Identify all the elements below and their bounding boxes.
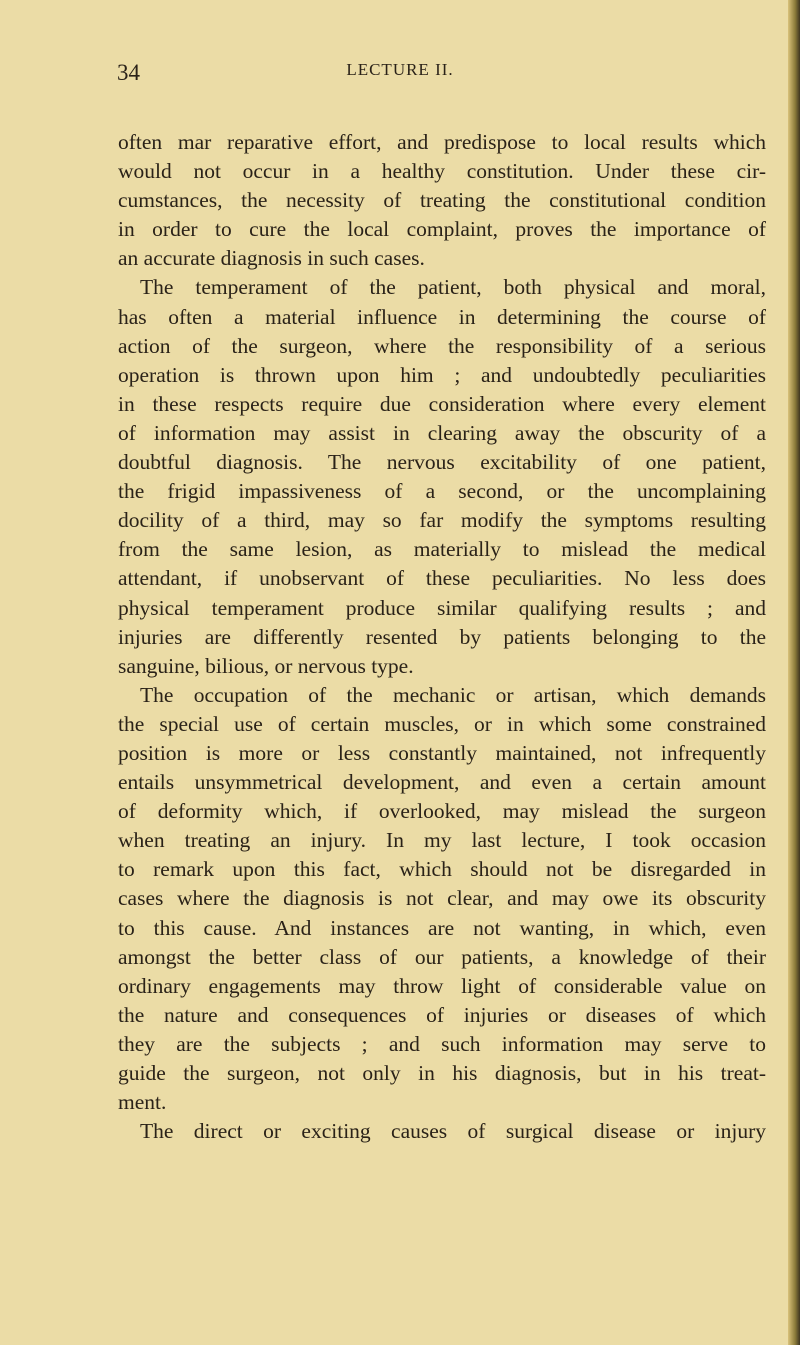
text-line: position is more or less constantly maintained, not infrequently [118,740,766,765]
text-line: docility of a third, may so far modify the symptoms resulting [118,508,766,533]
text-line: attendant, if unobservant of these peculiarities. No less does [118,566,766,591]
text-line: The direct or exciting causes of surgical disease or injury [140,1119,766,1144]
text-line: would not occur in a healthy constitution. Under these cir- [118,159,766,184]
text-line: The temperament of the patient, both physical and moral, [140,275,766,300]
text-line: injuries are differently resented by patients belonging to the [118,624,766,649]
text-line: amongst the better class of our patients, a knowledge of their [118,944,766,969]
running-title: LECTURE II. [346,60,454,79]
text-line: the frigid impassiveness of a second, or the uncomplaining [118,479,766,504]
text-line: often mar reparative effort, and predispose to local results which [118,130,766,154]
text-line: sanguine, bilious, or nervous type. [118,653,414,678]
page-number: 34 [117,60,140,85]
text-line: physical temperament produce similar qualifying results ; and [118,595,766,620]
text-line: to remark upon this fact, which should not be disregarded in [118,857,766,882]
text-line: from the same lesion, as materially to mislead the medical [118,537,766,562]
text-line: has often a material influence in determining the course of [118,304,766,329]
text-line: The occupation of the mechanic or artisan, which demands [140,682,766,707]
text-line: cases where the diagnosis is not clear, and may owe its obscurity [118,886,766,911]
text-line: ordinary engagements may throw light of considerable value on [118,973,766,998]
text-line: an accurate diagnosis in such cases. [118,246,425,271]
text-line: in these respects require due consideration where every element [118,391,766,416]
text-line: of deformity which, if overlooked, may mislead the surgeon [118,799,766,824]
text-line: the nature and consequences of injuries or diseases of which [118,1002,766,1027]
body-text [118,128,766,1146]
text-line: cumstances, the necessity of treating the constitutional condition [118,188,766,213]
text-line: when treating an injury. In my last lecture, I took occasion [118,828,766,853]
text-line: to this cause. And instances are not wanting, in which, even [118,915,766,940]
text-line: in order to cure the local complaint, proves the importance of [118,217,766,242]
text-line: of information may assist in clearing away the obscurity of a [118,420,766,445]
text-line: ment. [118,1090,167,1115]
text-line: action of the surgeon, where the responsibility of a serious [118,333,766,358]
text-line: operation is thrown upon him ; and undoubtedly peculiarities [118,362,766,387]
text-line: guide the surgeon, not only in his diagnosis, but in his treat- [118,1061,766,1085]
text-line: entails unsymmetrical development, and even a certain amount [118,770,766,795]
page-edge-shadow [788,0,800,1345]
text-line: the special use of certain muscles, or in which some constrained [118,711,766,736]
text-line: doubtful diagnosis. The nervous excitability of one patient, [118,450,766,475]
text-line: they are the subjects ; and such information may serve to [118,1031,766,1056]
